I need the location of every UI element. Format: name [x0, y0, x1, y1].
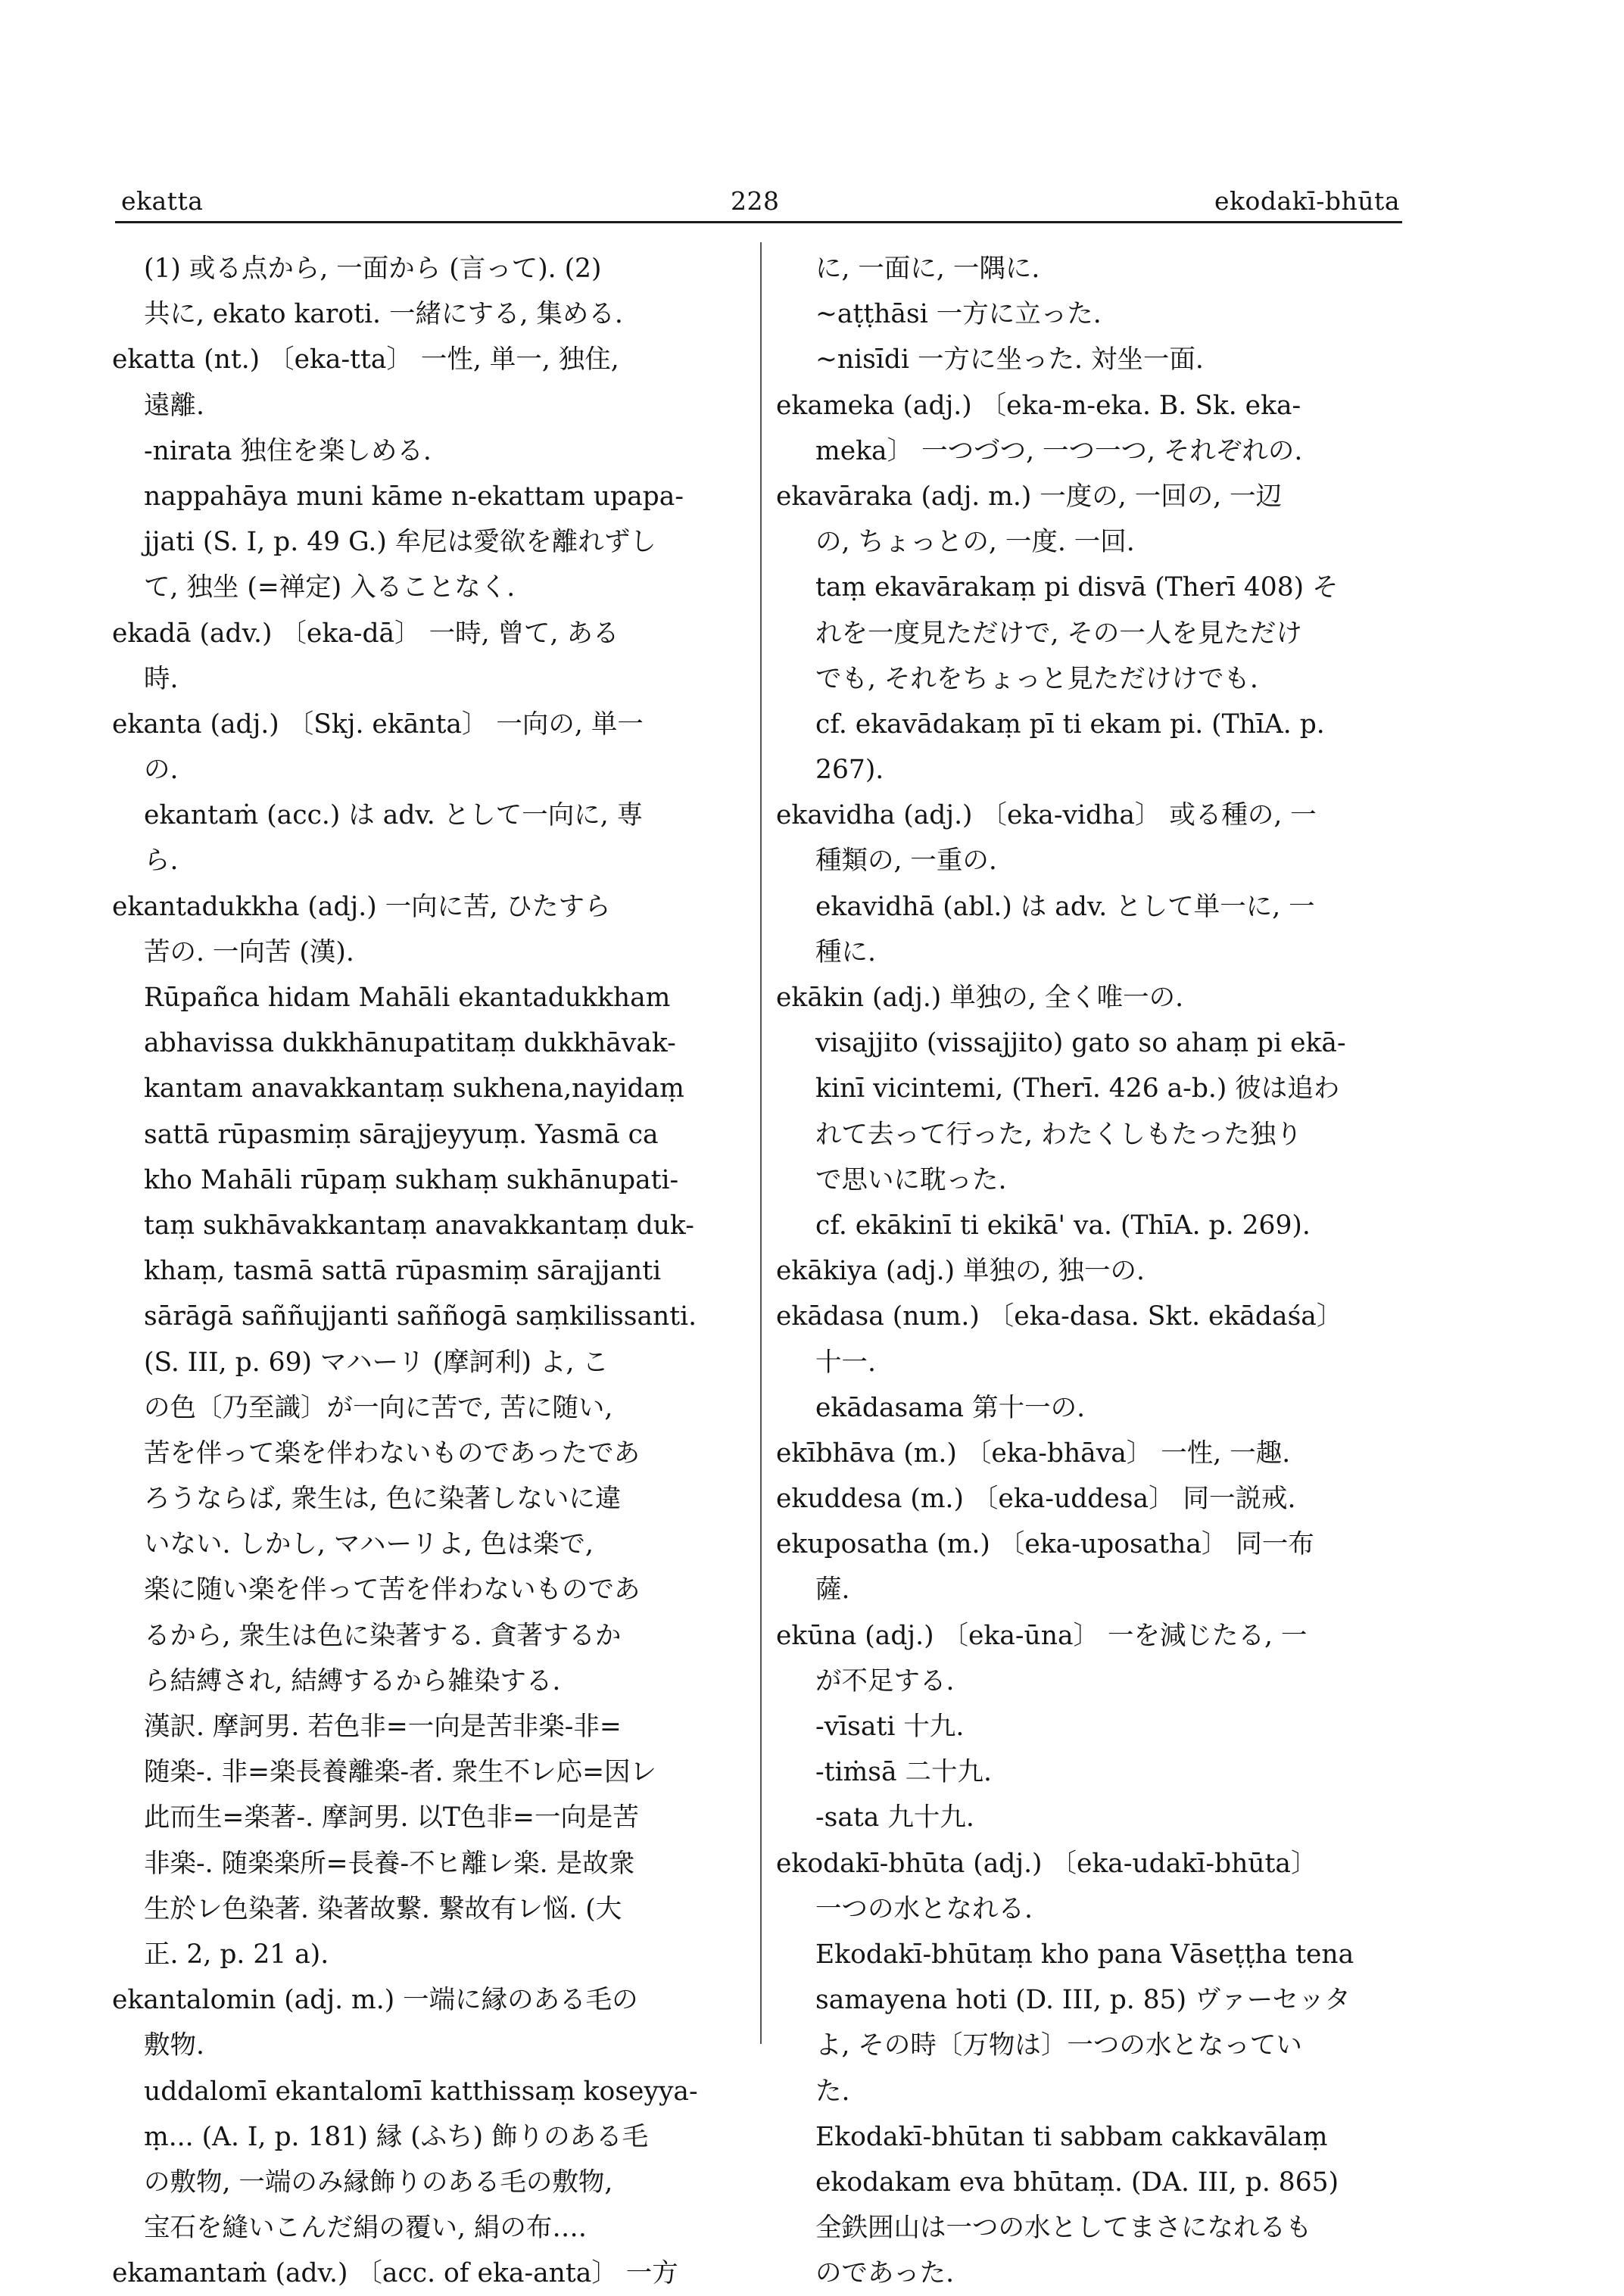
- entry-line: ら結縛され, 結縛するから雑染する.: [144, 1665, 561, 1696]
- entry-headline: ekūna (adj.) 〔eka-ūna〕 一を減じたる, 一: [776, 1620, 1308, 1651]
- entry-line: (S. III, p. 69) マハーリ (摩訶利) よ, こ: [144, 1347, 609, 1378]
- entry-line: 正. 2, p. 21 a).: [144, 1939, 329, 1970]
- entry-headline: ekantalomin (adj. m.) 一端に縁のある毛の: [112, 1985, 638, 2016]
- entry-line: kinī vicintemi, (Therī. 426 a-b.) 彼は追わ: [815, 1073, 1340, 1104]
- entry-line: の色〔乃至識〕が一向に苦で, 苦に随い,: [144, 1392, 613, 1423]
- entry-line: ekantaṁ (acc.) は adv. として一向に, 専: [144, 800, 644, 831]
- entry-line: ろうならば, 衆生は, 色に染著しないに違: [144, 1484, 622, 1515]
- entry-headline: ekodakī-bhūta (adj.) 〔eka-udakī-bhūta〕: [776, 1848, 1317, 1879]
- entry-line: ekavidhā (abl.) は adv. として単一に, 一: [815, 891, 1315, 922]
- entry-line: ekādasama 第十一の.: [815, 1392, 1086, 1423]
- entry-line: taṃ sukhāvakkantaṃ anavakkantaṃ duk-: [144, 1210, 694, 1241]
- entry-headline: ekavidha (adj.) 〔eka-vidha〕 或る種の, 一: [776, 800, 1317, 831]
- entry-headline: ekuposatha (m.) 〔eka-uposatha〕 同一布: [776, 1529, 1314, 1560]
- entry-headline: ekavāraka (adj. m.) 一度の, 一回の, 一辺: [776, 481, 1283, 512]
- entry-line: abhavissa dukkhānupatitaṃ dukkhāvak-: [144, 1028, 676, 1059]
- entry-line: た.: [815, 2076, 850, 2107]
- entry-headline: ekākin (adj.) 単独の, 全く唯一の.: [776, 983, 1184, 1013]
- entry-line: 種類の, 一重の.: [815, 846, 997, 877]
- entry-line: jjati (S. I, p. 49 G.) 牟尼は愛欲を離れずし: [144, 527, 656, 558]
- entry-line: cf. ekākinī ti ekikā' va. (ThīA. p. 269).: [815, 1210, 1311, 1241]
- entry-line: の敷物, 一端のみ縁飾りのある毛の敷物,: [144, 2167, 613, 2198]
- entry-line: いない. しかし, マハーリよ, 色は楽で,: [144, 1529, 594, 1560]
- entry-line: ṃ... (A. I, p. 181) 縁 (ふち) 飾りのある毛: [144, 2121, 649, 2152]
- entry-line: 全鉄囲山は一つの水としてまさになれるも: [815, 2213, 1312, 2244]
- entry-line: 時.: [144, 663, 179, 694]
- entry-line: samayena hoti (D. III, p. 85) ヴァーセッタ: [815, 1985, 1351, 2016]
- entry-line: れて去って行った, わたくしもたった独り: [815, 1119, 1302, 1150]
- entry-line: khaṃ, tasmā sattā rūpasmiṃ sārajjanti: [144, 1256, 662, 1287]
- entry-line: 宝石を縫いこんだ絹の覆い, 絹の布….: [144, 2213, 587, 2244]
- running-head-right: ekodakī-bhūta: [1214, 186, 1400, 216]
- entry-line: taṃ ekavārakaṃ pi disvā (Therī 408) そ: [815, 572, 1339, 603]
- entry-headline: ekatta (nt.) 〔eka-tta〕 一性, 単一, 独住,: [112, 344, 619, 375]
- entry-headline: ekanta (adj.) 〔Skj. ekānta〕 一向の, 単一: [112, 709, 644, 740]
- entry-line: 薩.: [815, 1575, 850, 1606]
- entry-headline: ekākiya (adj.) 単独の, 独一の.: [776, 1256, 1145, 1287]
- entry-line: れを一度見ただけで, その一人を見ただけ: [815, 618, 1302, 649]
- entry-line: sattā rūpasmiṃ sārajjeyyuṃ. Yasmā ca: [144, 1119, 659, 1150]
- entry-headline: ekībhāva (m.) 〔eka-bhāva〕 一性, 一趣.: [776, 1438, 1291, 1469]
- running-head-left: ekatta: [121, 186, 204, 216]
- entry-line: 共に, ekato karoti. 一緒にする, 集める.: [144, 299, 623, 330]
- entry-line: でも, それをちょっと見ただけけでも.: [815, 663, 1258, 694]
- entry-line: 十一.: [815, 1347, 876, 1378]
- entry-headline: ekadā (adv.) 〔eka-dā〕 一時, 曾て, ある: [112, 618, 619, 649]
- entry-line: 楽に随い楽を伴って苦を伴わないものであ: [144, 1575, 641, 1606]
- entry-headline: ekantadukkha (adj.) 一向に苦, ひたすら: [112, 891, 611, 922]
- entry-line: ekodakam eva bhūtaṃ. (DA. III, p. 865): [815, 2167, 1339, 2198]
- entry-line: Rūpañca hidam Mahāli ekantadukkham: [144, 983, 671, 1013]
- entry-line: visajjito (vissajjito) gato so ahaṃ pi ekā-: [815, 1028, 1346, 1059]
- entry-headline: ekādasa (num.) 〔eka-dasa. Skt. ekādaśa〕: [776, 1301, 1343, 1332]
- entry-line: Ekodakī-bhūtan ti sabbam cakkavālaṃ: [815, 2121, 1328, 2152]
- entry-line: て, 独坐 (=禅定) 入ることなく.: [144, 572, 516, 603]
- entry-line: ら.: [144, 846, 179, 877]
- entry-line: (1) 或る点から, 一面から (言って). (2): [144, 254, 602, 284]
- left-column: [112, 246, 731, 2296]
- entry-headline: ekamantaṁ (adv.) 〔acc. of eka-anta〕 一方: [112, 2258, 678, 2289]
- entry-line: の.: [144, 755, 179, 786]
- header-rule: [115, 221, 1402, 223]
- entry-line: Ekodakī-bhūtaṃ kho pana Vāseṭṭha tena: [815, 1939, 1354, 1970]
- entry-line: -sata 九十九.: [815, 1802, 974, 1833]
- entry-line: 一つの水となれる.: [815, 1893, 1033, 1924]
- entry-line: ~nisīdi 一方に坐った. 対坐一面.: [815, 344, 1204, 375]
- entry-line: 苦の. 一向苦 (漢).: [144, 936, 354, 967]
- entry-line: meka〕 一つづつ, 一つ一つ, それぞれの.: [815, 435, 1303, 466]
- entry-line: の, ちょっとの, 一度. 一回.: [815, 527, 1135, 558]
- entry-line: で思いに耽った.: [815, 1164, 1007, 1195]
- entry-line: kantam anavakkantaṃ sukhena,nayidaṃ: [144, 1073, 684, 1104]
- entry-line: -vīsati 十九.: [815, 1712, 965, 1742]
- entry-line: ~aṭṭhāsi 一方に立った.: [815, 299, 1102, 330]
- entry-line: cf. ekavādakaṃ pī ti ekam pi. (ThīA. p.: [815, 709, 1325, 740]
- entry-line: nappahāya muni kāme n-ekattam upapa-: [144, 481, 684, 512]
- entry-line: よ, その時〔万物は〕一つの水となってい: [815, 2030, 1302, 2061]
- entry-line: sārāgā saññujjanti saññogā saṃkilissanti.: [144, 1301, 697, 1332]
- entry-line: 漢訳. 摩訶男. 若色非=一向是苦非楽-非=: [144, 1712, 622, 1742]
- entry-line: 非楽-. 随楽楽所=長養-不ヒ離レ楽. 是故衆: [144, 1848, 635, 1879]
- entry-line: 生於レ色染著. 染著故繋. 繋故有レ悩. (大: [144, 1893, 622, 1924]
- entry-line: 遠離.: [144, 390, 204, 421]
- entry-line: に, 一面に, 一隅に.: [815, 254, 1040, 284]
- entry-line: -tiṁsā 二十九.: [815, 1757, 992, 1788]
- entry-line: 随楽-. 非=楽長養離楽-者. 衆生不レ応=因レ: [144, 1757, 656, 1788]
- entry-line: のであった.: [815, 2258, 955, 2289]
- entry-line: 267).: [815, 755, 884, 786]
- entry-line: 此而生=楽著-. 摩訶男. 以T色非=一向是苦: [144, 1802, 639, 1833]
- entry-line: 敷物.: [144, 2030, 204, 2061]
- entry-line: るから, 衆生は色に染著する. 貪著するか: [144, 1620, 622, 1651]
- entry-line: kho Mahāli rūpaṃ sukhaṃ sukhānupati-: [144, 1164, 679, 1195]
- right-column: [776, 246, 1403, 2296]
- entry-headline: ekuddesa (m.) 〔eka-uddesa〕 同一説戒.: [776, 1484, 1296, 1515]
- entry-line: 種に.: [815, 936, 876, 967]
- entry-line: -nirata 独住を楽しめる.: [144, 435, 432, 466]
- entry-line: 苦を伴って楽を伴わないものであったであ: [144, 1438, 641, 1469]
- page-number: 228: [731, 186, 780, 216]
- column-divider: [760, 242, 762, 2044]
- entry-line: uddalomī ekantalomī katthissaṃ koseyya-: [144, 2076, 698, 2107]
- entry-line: が不足する.: [815, 1665, 955, 1696]
- entry-headline: ekameka (adj.) 〔eka-m-eka. B. Sk. eka-: [776, 390, 1301, 421]
